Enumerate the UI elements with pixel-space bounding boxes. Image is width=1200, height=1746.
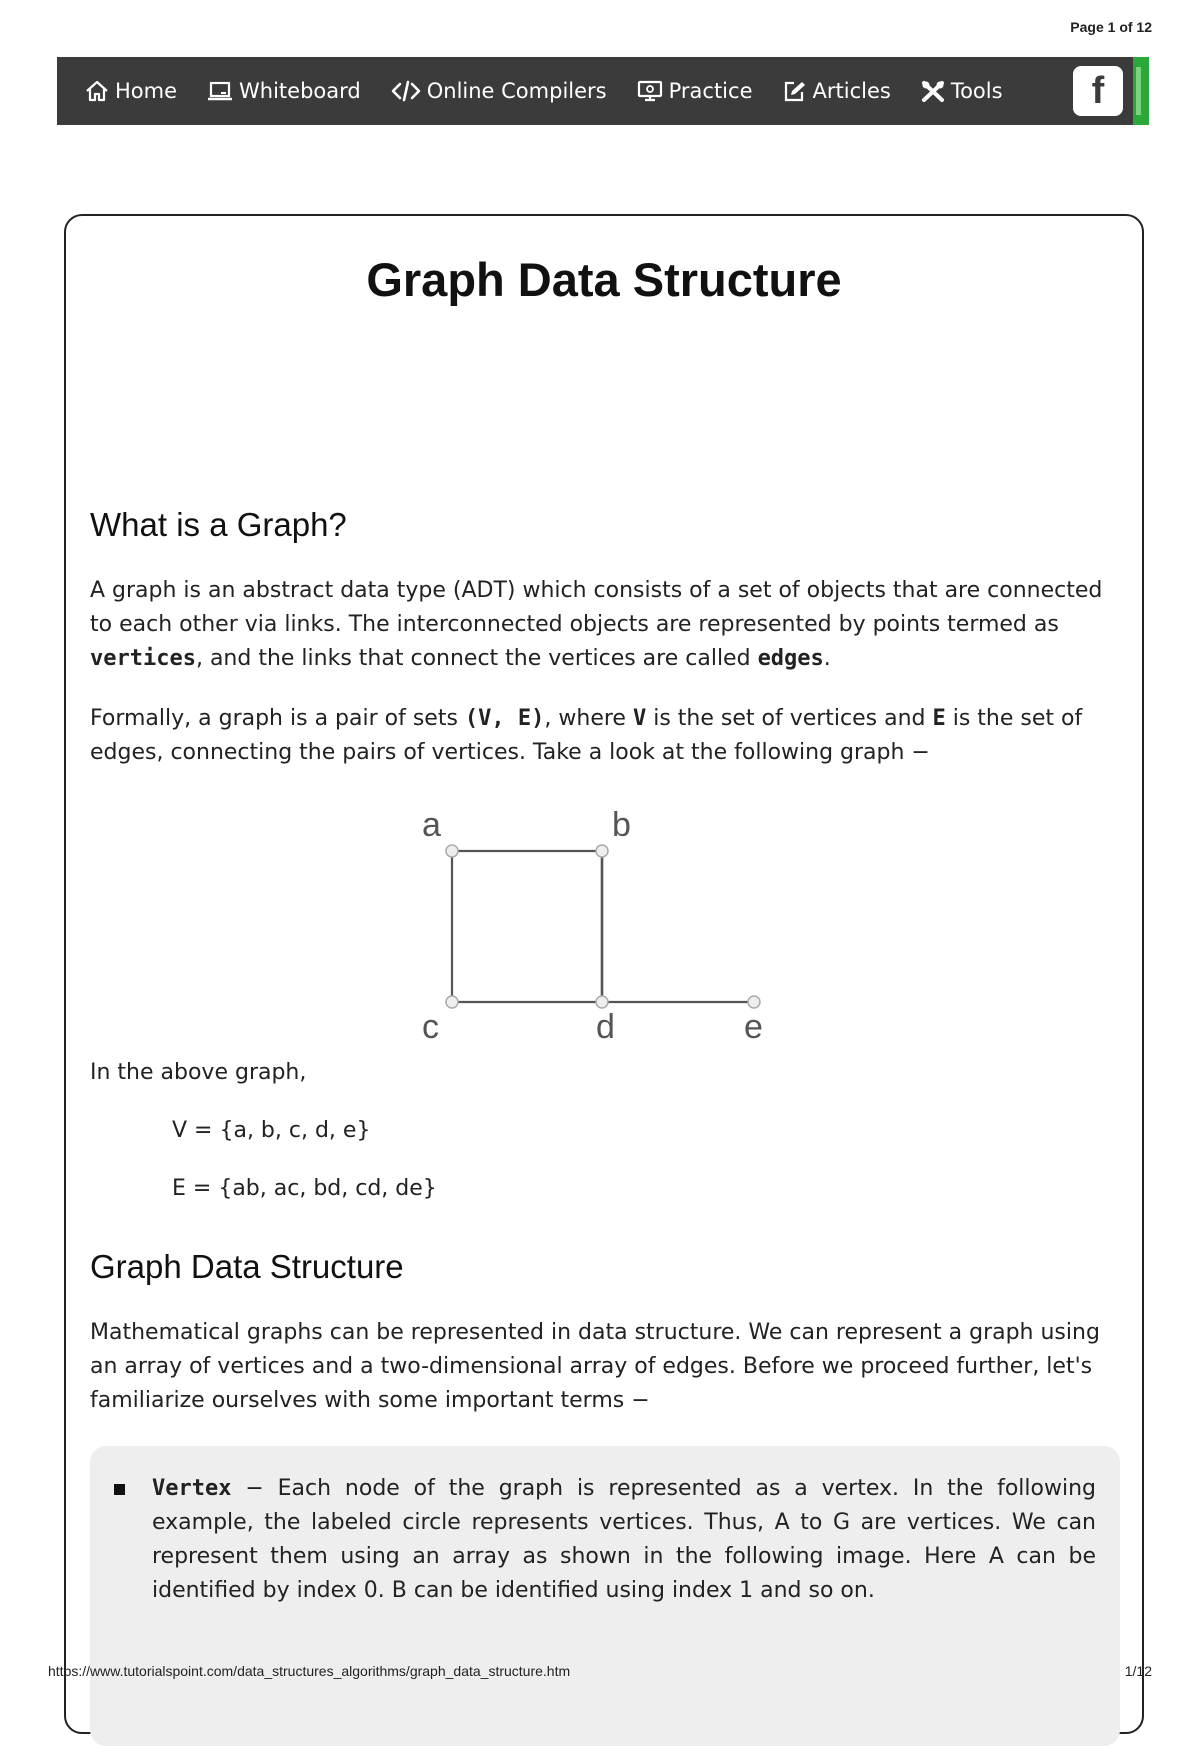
node-c — [446, 996, 458, 1008]
terms-list — [90, 1446, 1120, 1746]
article-card — [64, 214, 1144, 1734]
bullet-marker — [114, 1484, 125, 1495]
nav-whiteboard-label: Whiteboard — [239, 79, 361, 103]
edit-icon — [783, 80, 807, 102]
facebook-icon: f — [1091, 70, 1105, 112]
nav-online-compilers-label: Online Compilers — [426, 79, 607, 103]
share-strip[interactable] — [1133, 57, 1149, 125]
section-heading-graph-data-structure: Graph Data Structure — [90, 1248, 404, 1285]
node-label-d: d — [596, 1008, 615, 1046]
term-vertex: Vertex — [152, 1476, 232, 1501]
term-vertex-description: − Each node of the graph is represented as a vertex. In the following example, the labeled circle represents vertices. Thus, A to G are vertices. We can represent them using an array as shown in the following image. Here A can be identified by index 0. B can be identified using index 1 and so on. — [152, 1476, 1096, 1603]
term-edges: edges — [757, 646, 824, 671]
nav-tools[interactable] — [921, 79, 1003, 103]
nav-home-label: Home — [115, 79, 178, 103]
node-e — [748, 996, 760, 1008]
nav-articles-label: Articles — [812, 79, 891, 103]
nav-home[interactable] — [85, 79, 177, 103]
graph-caption: In the above graph, — [90, 1060, 307, 1085]
edge-set: E = {ab, ac, bd, cd, de} — [172, 1176, 437, 1201]
text: A graph is an abstract data type (ADT) which consists of a set of objects that are connected to each other via links. The interconnected objects are represented by points termed as — [90, 578, 1103, 637]
term-vertices: vertices — [90, 646, 196, 671]
text: Formally, a graph is a pair of sets — [90, 706, 465, 731]
page-counter: Page 1 of 12 — [1070, 19, 1152, 35]
nav-online-compilers[interactable] — [391, 79, 607, 103]
section-heading-what-is-graph: What is a Graph? — [90, 506, 347, 543]
node-label-c: c — [422, 1008, 439, 1046]
node-label-a: a — [422, 806, 441, 844]
home-icon — [85, 80, 109, 102]
tools-icon — [921, 80, 945, 102]
node-a — [446, 845, 458, 857]
node-label-b: b — [612, 806, 631, 844]
formal-definition-paragraph — [90, 702, 1120, 770]
top-navbar — [57, 57, 1149, 125]
whiteboard-icon — [207, 80, 233, 102]
graph-diagram — [400, 796, 820, 1046]
text: is the set of vertices and — [646, 706, 933, 731]
code-icon — [391, 80, 421, 102]
text: , where — [544, 706, 633, 731]
nav-tools-label: Tools — [950, 79, 1003, 103]
text: . — [823, 646, 831, 671]
facebook-button[interactable] — [1073, 66, 1123, 116]
footer-page-number: 1/12 — [1124, 1663, 1152, 1679]
footer-url: https://www.tutorialspoint.com/data_structures_algorithms/graph_data_structure.htm — [48, 1663, 571, 1679]
graph-definition-paragraph — [90, 574, 1120, 676]
node-b — [596, 845, 608, 857]
term-v: V — [632, 706, 647, 731]
nav-practice-label: Practice — [668, 79, 753, 103]
page-title: Graph Data Structure — [366, 253, 842, 306]
node-label-e: e — [744, 1008, 763, 1046]
nav-whiteboard[interactable] — [207, 79, 361, 103]
text: is the set of edges, connecting the pairs of vertices. Take a look at the following graph − — [90, 706, 1083, 765]
vertex-set: V = {a, b, c, d, e} — [172, 1118, 371, 1143]
practice-icon — [637, 80, 663, 102]
term-e: E — [932, 706, 946, 731]
node-d — [596, 996, 608, 1008]
text: , and the links that connect the vertices are called — [195, 646, 758, 671]
representation-paragraph: Mathematical graphs can be represented in data structure. We can represent a graph using an array of vertices and a two-dimensional array of edges. Before we proceed further, let's familiarize ourselves with some important terms − — [90, 1320, 1100, 1413]
nav-articles[interactable] — [783, 79, 891, 103]
term-ve: (V, E) — [464, 706, 545, 731]
nav-practice[interactable] — [637, 79, 753, 103]
list-item — [152, 1472, 1096, 1608]
